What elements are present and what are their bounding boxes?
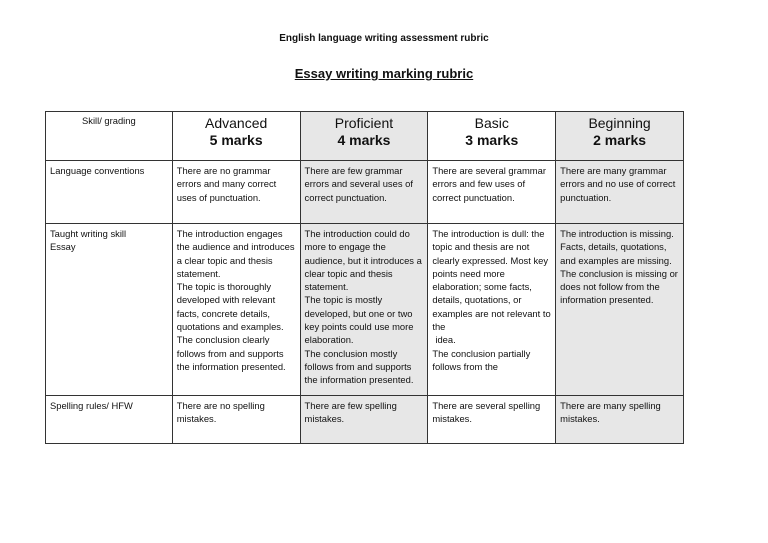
descriptor-conclusion: The conclusion partially follows from the — [432, 347, 531, 372]
descriptor-conclusion: The conclusion mostly follows from and supports the information presented. — [304, 347, 414, 386]
descriptor-conclusion: The conclusion clearly follows from and supports the information presented. — [176, 334, 286, 372]
skill-cell — [46, 161, 173, 224]
table-row — [46, 161, 684, 224]
level-header-proficient — [300, 112, 428, 161]
descriptor-introduction: The introduction could do more to engage the audience, but it introduces a clear topic and thesis statement. — [304, 228, 422, 293]
corner-header-cell — [46, 112, 173, 161]
descriptor-introduction: The introduction is dull: the topic and thesis are not clearly expressed. Most key points need more elaboration; some facts, details, quotations, or examples are not relevant to the — [432, 228, 551, 333]
descriptor-cell: There are many spelling mistakes. — [556, 396, 684, 444]
descriptor-cell: There are few spelling mistakes. — [300, 396, 428, 444]
descriptor-cell: There are no grammar errors and many correct uses of punctuation. — [172, 161, 300, 224]
descriptor-cell: There are many grammar errors and no use of correct punctuation. — [556, 161, 684, 224]
skill-label: Language conventions — [50, 165, 145, 176]
descriptor-cell: There are several spelling mistakes. — [428, 396, 556, 444]
table-row — [46, 396, 684, 444]
header-row — [46, 112, 684, 161]
level-name: Basic — [474, 115, 509, 131]
level-header-advanced — [172, 112, 300, 161]
level-marks: 2 marks — [593, 132, 647, 148]
descriptor-cell: There are few grammar errors and several uses of correct punctuation. — [300, 161, 428, 224]
descriptor-conclusion: The conclusion is missing or does not follow from the information presented. — [560, 267, 678, 306]
table-row — [46, 224, 684, 396]
skill-cell — [46, 224, 173, 396]
skill-label: Taught writing skill — [50, 228, 127, 239]
descriptor-cell: There are several grammar errors and few uses of correct punctuation. — [428, 161, 556, 224]
descriptor-details: Facts, details, quotations, and examples are missing. — [560, 241, 672, 266]
level-header-beginning — [556, 112, 684, 161]
descriptor-cell — [556, 224, 684, 396]
level-name: Beginning — [588, 115, 651, 131]
level-marks: 3 marks — [465, 132, 519, 148]
rubric-table — [45, 111, 684, 444]
corner-label: Skill/ grading — [82, 115, 136, 126]
level-name: Proficient — [334, 115, 394, 131]
skill-cell — [46, 396, 173, 444]
descriptor-topic: The topic is thoroughly developed with relevant facts, concrete details, quotations and examples. — [176, 281, 284, 333]
skill-label: Spelling rules/ HFW — [50, 400, 133, 411]
document-title: English language writing assessment rubric — [279, 33, 489, 44]
level-name: Advanced — [205, 115, 268, 131]
descriptor-cell: There are no spelling mistakes. — [172, 396, 300, 444]
skill-sublabel: Essay — [50, 241, 76, 253]
descriptor-cell — [300, 224, 428, 396]
descriptor-idea: idea. — [435, 334, 456, 346]
descriptor-introduction: The introduction engages the audience and introduces a clear topic and thesis statement. — [176, 228, 295, 279]
descriptor-cell — [172, 224, 300, 396]
level-header-basic — [428, 112, 556, 161]
descriptor-cell — [428, 224, 556, 396]
descriptor-topic: The topic is mostly developed, but one or two key points could use more elaboration. — [304, 294, 414, 346]
level-marks: 4 marks — [337, 132, 391, 148]
level-marks: 5 marks — [209, 132, 263, 148]
document-subtitle: Essay writing marking rubric — [294, 66, 474, 81]
descriptor-introduction: The introduction is missing. — [560, 228, 674, 239]
